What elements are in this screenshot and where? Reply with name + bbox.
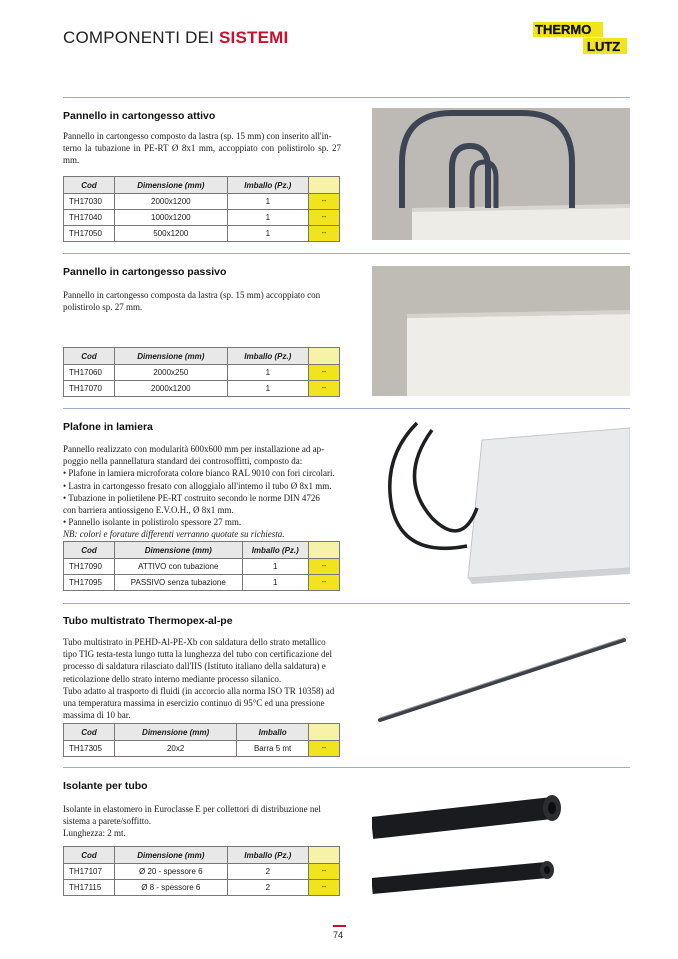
logo-text-lutz: LUTZ — [587, 39, 621, 54]
col-header-imballo: Imballo (Pz.) — [227, 177, 308, 194]
page-number: 74 — [333, 930, 344, 940]
table-row — [64, 559, 340, 575]
table-header-row — [64, 348, 340, 365]
col-header-dimensione: Dimensione (mm) — [115, 177, 228, 194]
desc-line: • Pannello isolante in polistirolo spessore 27 mm. — [63, 517, 242, 528]
desc-line: con barriera antiossigeno E.V.O.H., Ø 8x1 mm. — [63, 505, 234, 516]
desc-note: NB: colori e forature differenti verranno quotate su richiesta. — [63, 529, 285, 540]
section-title: Pannello in cartongesso passivo — [63, 266, 227, 278]
table-row — [64, 741, 340, 757]
product-table — [63, 347, 340, 397]
cell-cod: TH17030 — [64, 194, 115, 210]
cell-dimensione: Ø 8 - spessore 6 — [115, 880, 228, 896]
desc-line: Isolante in elastomero in Euroclasse E per collettori di distribuzione nel — [63, 804, 321, 814]
col-header-price — [309, 348, 340, 365]
cell-imballo: 1 — [242, 575, 308, 591]
desc-line: • Tubazione in polietilene PE-RT costruito secondo le norme DIN 4726 — [63, 492, 320, 503]
logo-text-thermo: THERMO — [535, 22, 592, 37]
cell-imballo: 1 — [227, 210, 308, 226]
cell-cod: TH17090 — [64, 559, 115, 575]
product-table — [63, 723, 340, 757]
section-description — [63, 443, 341, 541]
cell-price: -- — [309, 365, 340, 381]
section-title: Plafone in lamiera — [63, 421, 153, 433]
cell-dimensione: 2000x250 — [115, 365, 228, 381]
cell-imballo: 1 — [227, 365, 308, 381]
cell-imballo: 1 — [227, 226, 308, 242]
desc-line: Lunghezza: 2 mt. — [63, 828, 126, 839]
cell-imballo: 2 — [227, 880, 308, 896]
thermolutz-logo — [533, 20, 629, 56]
table-row — [64, 226, 340, 242]
desc-line: massima di 10 bar. — [63, 710, 131, 721]
cell-imballo: 1 — [227, 381, 308, 397]
cell-price: -- — [309, 194, 340, 210]
col-header-price — [309, 724, 340, 741]
desc-line: terno la tubazione in PE-RT Ø 8x1 mm, accoppiato con polistirolo sp. 27 mm. — [63, 143, 341, 166]
desc-line: sistema a parete/soffitto. — [63, 816, 152, 827]
col-header-price — [309, 542, 340, 559]
table-row — [64, 194, 340, 210]
col-header-cod: Cod — [64, 348, 115, 365]
cell-price: -- — [309, 559, 340, 575]
section-description — [63, 636, 341, 721]
product-table — [63, 541, 340, 591]
cell-cod: TH17095 — [64, 575, 115, 591]
cell-dimensione: 500x1200 — [115, 226, 228, 242]
section-description — [63, 803, 341, 840]
cell-price: -- — [309, 864, 340, 880]
desc-line: • Plafone in lamiera microforata colore bianco RAL 9010 con fori circolari. — [63, 468, 335, 479]
photo-metal-ceiling-panel — [372, 418, 630, 588]
page-title — [63, 28, 288, 48]
col-header-cod: Cod — [64, 542, 115, 559]
cell-dimensione: 1000x1200 — [115, 210, 228, 226]
desc-line: una temperatura massima in esercizio continuo di 95°C ed una pressione — [63, 698, 325, 709]
section-divider — [63, 253, 630, 254]
section-title: Pannello in cartongesso attivo — [63, 110, 216, 122]
col-header-dimensione: Dimensione (mm) — [115, 348, 228, 365]
col-header-price — [309, 177, 340, 194]
section-divider — [63, 603, 630, 604]
cell-cod: TH17060 — [64, 365, 115, 381]
col-header-cod: Cod — [64, 177, 115, 194]
cell-price: -- — [309, 741, 340, 757]
desc-line: tipo TIG testa-testa lungo tutta la lunghezza del tubo con certificazione del — [63, 649, 332, 660]
section-title: Isolante per tubo — [63, 780, 148, 792]
cell-dimensione: 2000x1200 — [115, 381, 228, 397]
page-title-bold: SISTEMI — [219, 28, 289, 47]
cell-dimensione: ATTIVO con tubazione — [115, 559, 243, 575]
desc-line: Tubo adatto al trasporto di fluidi (in accorcio alla norma ISO TR 10358) ad — [63, 685, 335, 696]
table-row — [64, 381, 340, 397]
table-row — [64, 365, 340, 381]
photo-multilayer-pipe — [372, 632, 630, 732]
table-row — [64, 864, 340, 880]
desc-line: • Lastra in cartongesso fresato con alloggialo all'intemo il tubo Ø 8x1 mm. — [63, 480, 332, 491]
col-header-imballo: Imballo (Pz.) — [227, 847, 308, 864]
photo-pipe-insulation — [372, 790, 630, 900]
cell-price: -- — [309, 575, 340, 591]
section-divider — [63, 97, 630, 98]
table-header-row — [64, 542, 340, 559]
page-number-mark — [333, 925, 346, 927]
desc-line: poggio nella pannellatura standard dei controsoffitti, composto da: — [63, 456, 303, 467]
section-title: Tubo multistrato Thermopex-al-pe — [63, 615, 233, 627]
table-row — [64, 880, 340, 896]
cell-imballo: 2 — [227, 864, 308, 880]
product-table — [63, 846, 340, 896]
cell-price: -- — [309, 210, 340, 226]
col-header-dimensione: Dimensione (mm) — [115, 847, 228, 864]
table-header-row — [64, 724, 340, 741]
cell-price: -- — [309, 226, 340, 242]
table-header-row — [64, 847, 340, 864]
cell-cod: TH17305 — [64, 741, 115, 757]
col-header-dimensione: Dimensione (mm) — [115, 724, 237, 741]
col-header-dimensione: Dimensione (mm) — [115, 542, 243, 559]
desc-line: Pannello in cartongesso composto da lastra (sp. 15 mm) con inserito all'in- — [63, 131, 332, 141]
cell-cod: TH17050 — [64, 226, 115, 242]
cell-price: -- — [309, 880, 340, 896]
section-divider — [63, 408, 630, 409]
cell-cod: TH17115 — [64, 880, 115, 896]
cell-dimensione: 2000x1200 — [115, 194, 228, 210]
desc-line: polistirolo sp. 27 mm. — [63, 302, 143, 313]
product-table — [63, 176, 340, 242]
col-header-cod: Cod — [64, 724, 115, 741]
cell-imballo: 1 — [242, 559, 308, 575]
table-header-row — [64, 177, 340, 194]
desc-line: reticolazione dello strato interno mediante processo silanico. — [63, 673, 282, 684]
cell-imballo: Barra 5 mt — [237, 741, 309, 757]
col-header-imballo: Imballo (Pz.) — [227, 348, 308, 365]
col-header-imballo: Imballo — [237, 724, 309, 741]
table-row — [64, 575, 340, 591]
cell-cod: TH17070 — [64, 381, 115, 397]
cell-dimensione: PASSIVO senza tubazione — [115, 575, 243, 591]
photo-active-panel — [372, 108, 630, 240]
col-header-imballo: Imballo (Pz.) — [242, 542, 308, 559]
desc-line: Pannello realizzato con modularità 600x600 mm per installazione ad ap- — [63, 444, 325, 454]
section-divider — [63, 767, 630, 768]
section-description — [63, 130, 341, 167]
col-header-cod: Cod — [64, 847, 115, 864]
cell-dimensione: Ø 20 - spessore 6 — [115, 864, 228, 880]
cell-cod: TH17107 — [64, 864, 115, 880]
desc-line: Pannello in cartongesso composta da lastra (sp. 15 mm) accoppiato con — [63, 290, 321, 300]
table-row — [64, 210, 340, 226]
col-header-price — [309, 847, 340, 864]
cell-dimensione: 20x2 — [115, 741, 237, 757]
cell-imballo: 1 — [227, 194, 308, 210]
desc-line: processo di saldatura rilasciato dall'IIS (Istituto italiano della saldatura) e — [63, 661, 326, 672]
photo-passive-panel — [372, 266, 630, 396]
page-title-light: COMPONENTI DEI — [63, 28, 220, 47]
cell-cod: TH17040 — [64, 210, 115, 226]
desc-line: Tubo multistrato in PEHD-Al-PE-Xb con saldatura dello strato metallico — [63, 637, 326, 647]
section-description — [63, 289, 341, 313]
cell-price: -- — [309, 381, 340, 397]
